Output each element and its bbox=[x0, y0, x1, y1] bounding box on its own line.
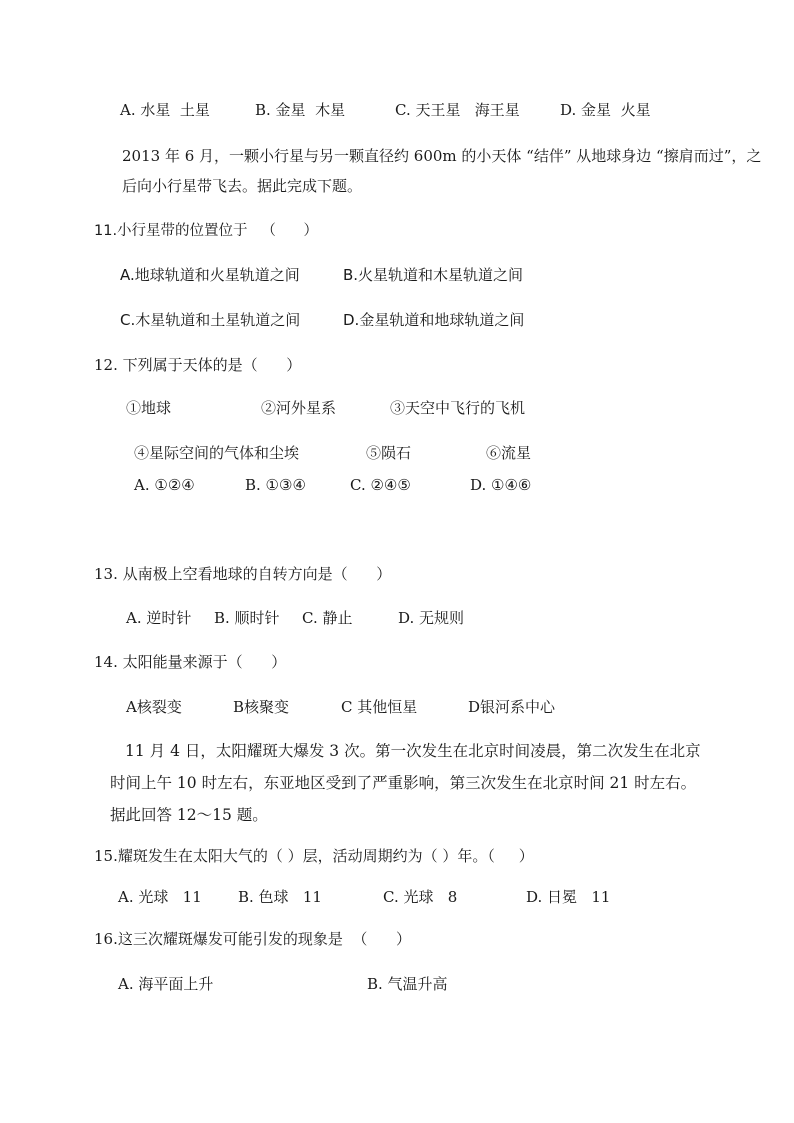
q15-option-b: B. 色球 11 bbox=[238, 888, 322, 906]
q16-option-a: A. 海平面上升 bbox=[118, 975, 214, 993]
q12-option-a: A. ①②④ bbox=[134, 476, 195, 494]
q12-item-1: ①地球 bbox=[126, 399, 172, 417]
q12-item-6: ⑥流星 bbox=[486, 444, 532, 462]
q14-option-c: C 其他恒星 bbox=[341, 698, 418, 716]
q10-option-b: B. 金星 木星 bbox=[255, 101, 346, 119]
intro1-line2: 后向小行星带飞去。据此完成下题。 bbox=[122, 177, 363, 195]
q11-option-c: C.木星轨道和土星轨道之间 bbox=[120, 311, 301, 329]
q14-stem: 14. 太阳能量来源于（ ） bbox=[94, 653, 287, 671]
q10-option-a: A. 水星 土星 bbox=[120, 101, 210, 119]
q12-item-2: ②河外星系 bbox=[261, 399, 337, 417]
q10-option-d: D. 金星 火星 bbox=[560, 101, 651, 119]
q14-option-a: A核裂变 bbox=[126, 698, 182, 716]
q12-item-5: ⑤陨石 bbox=[366, 444, 412, 462]
q11-option-a: A.地球轨道和火星轨道之间 bbox=[120, 266, 300, 284]
q15-option-a: A. 光球 11 bbox=[118, 888, 202, 906]
q12-option-c: C. ②④⑤ bbox=[350, 476, 411, 494]
q16-stem: 16.这三次耀斑爆发可能引发的现象是 （ ） bbox=[94, 930, 412, 948]
q11-option-d: D.金星轨道和地球轨道之间 bbox=[343, 311, 525, 329]
intro2-line3: 据此回答 12～15 题。 bbox=[110, 806, 268, 824]
q15-option-d: D. 日冕 11 bbox=[526, 888, 611, 906]
q12-item-4: ④星际空间的气体和尘埃 bbox=[134, 444, 300, 462]
q11-stem: 11.小行星带的位置位于 （ ） bbox=[94, 223, 319, 239]
q14-option-d: D银河系中心 bbox=[468, 698, 556, 716]
q15-option-c: C. 光球 8 bbox=[383, 888, 458, 906]
intro2-line1: 11 月 4 日，太阳耀斑大爆发 3 次。第一次发生在北京时间凌晨，第二次发生在北京 bbox=[125, 742, 701, 760]
q13-option-c: C. 静止 bbox=[302, 609, 353, 627]
q12-option-d: D. ①④⑥ bbox=[470, 476, 532, 494]
q13-option-a: A. 逆时针 bbox=[126, 609, 192, 627]
q12-stem: 12. 下列属于天体的是（ ） bbox=[94, 356, 302, 374]
intro1-line1: 2013 年 6 月，一颗小行星与另一颗直径约 600m 的小天体 “结伴” 从地球身边 “擦肩而过”，之 bbox=[122, 147, 762, 165]
q12-item-3: ③天空中飞行的飞机 bbox=[390, 399, 526, 417]
q13-stem: 13. 从南极上空看地球的自转方向是（ ） bbox=[94, 565, 392, 583]
q16-option-b: B. 气温升高 bbox=[367, 975, 448, 993]
q13-option-d: D. 无规则 bbox=[398, 609, 465, 627]
q15-stem: 15.耀斑发生在太阳大气的（ ）层，活动周期约为（ ）年。（ ） bbox=[94, 847, 534, 865]
q10-option-c: C. 天王星 海王星 bbox=[395, 101, 520, 119]
q12-option-b: B. ①③④ bbox=[245, 476, 306, 494]
q11-option-b: B.火星轨道和木星轨道之间 bbox=[343, 266, 524, 284]
intro2-line2: 时间上午 10 时左右，东亚地区受到了严重影响，第三次发生在北京时间 21 时左右。 bbox=[110, 774, 697, 792]
q14-option-b: B核聚变 bbox=[233, 698, 290, 716]
q13-option-b: B. 顺时针 bbox=[214, 609, 280, 627]
